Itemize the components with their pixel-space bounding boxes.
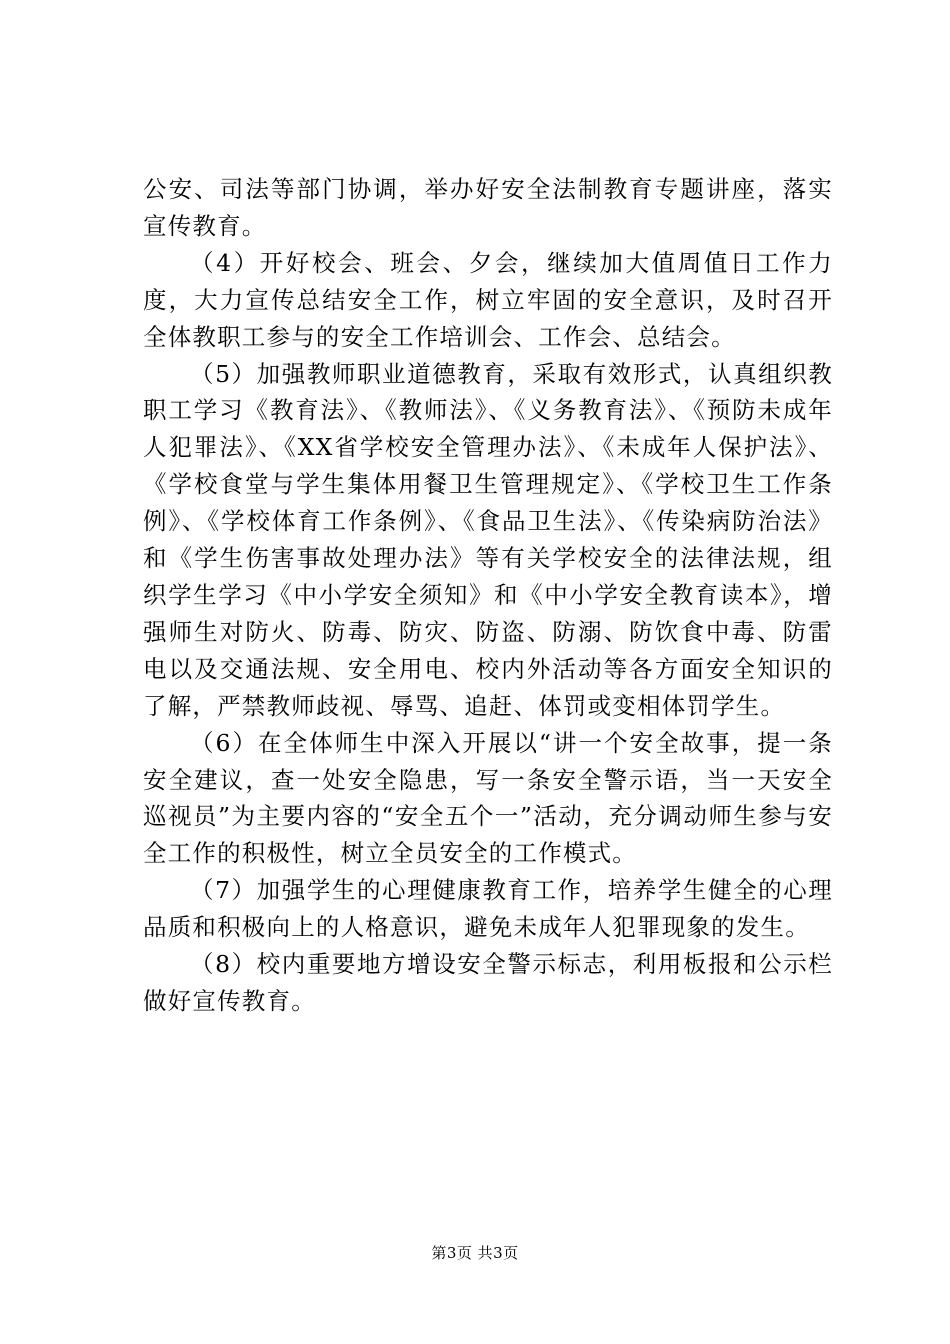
document-body xyxy=(143,171,833,1020)
paragraph-item-4: （4）开好校会、班会、夕会，继续加大值周值日工作力度，大力宣传总结安全工作，树立牢固的安全意识，及时召开全体教职工参与的安全工作培训会、工作会、总结会。 xyxy=(143,248,833,351)
paragraph-item-6: （6）在全体师生中深入开展以“讲一个安全故事，提一条安全建议，查一处安全隐患，写一条安全警示语，当一天安全巡视员”为主要内容的“安全五个一”活动，充分调动师生参与安全工作的积极性，树立全员安全的工作模式。 xyxy=(143,728,833,868)
page-number-footer: 第3页 共3页 xyxy=(431,1244,519,1262)
paragraph-item-8: （8）校内重要地方增设安全警示标志，利用板报和公示栏做好宣传教育。 xyxy=(143,950,833,1015)
paragraph-item-5: （5）加强教师职业道德教育，采取有效形式，认真组织教职工学习《教育法》、《教师法》、《义务教育法》、《预防未成年人犯罪法》、《XX省学校安全管理办法》、《未成年人保护法》、《学校食堂与学生集体用餐卫生管理规定》、《学校卫生工作条例》、《学校体育工作条例》、《食品卫生法》、《传染病防治法》和《学生伤害事故处理办法》等有关学校安全的法律法规，组织学生学习《中小学安全须知》和《中小学安全教育读本》，增强师生对防火、防毒、防灾、防盗、防溺、防饮食中毒、防雷电以及交通法规、安全用电、校内外活动等各方面安全知识的了解，严禁教师歧视、辱骂、追赶、体罚或变相体罚学生。 xyxy=(143,359,833,720)
paragraph-item-7: （7）加强学生的心理健康教育工作，培养学生健全的心理品质和积极向上的人格意识，避免未成年人犯罪现象的发生。 xyxy=(143,876,833,942)
paragraph-continuation: 公安、司法等部门协调，举办好安全法制教育专题讲座，落实宣传教育。 xyxy=(143,175,833,240)
